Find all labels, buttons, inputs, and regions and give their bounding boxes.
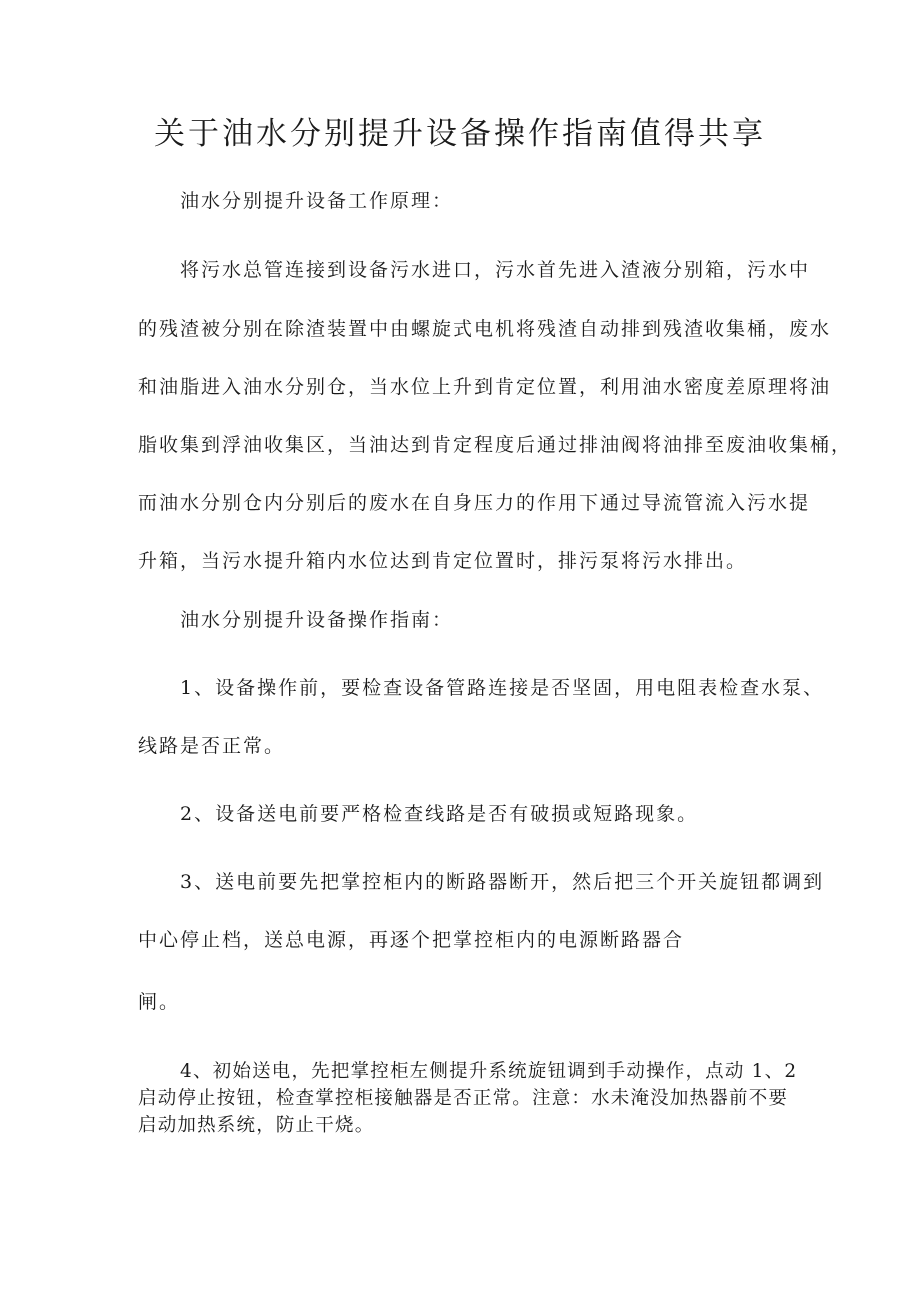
principle-line: 的残渣被分别在除渣装置中由螺旋式电机将残渣自动排到残渣收集桶，废水 (138, 318, 832, 340)
heading-principle: 油水分别提升设备工作原理： (180, 190, 454, 212)
principle-line: 和油脂进入油水分别仓，当水位上升到肯定位置，利用油水密度差原理将油 (138, 376, 832, 398)
step-3-line: 中心停止档，送总电源，再逐个把掌控柜内的电源断路器合 (138, 929, 685, 951)
step-1-line: 线路是否正常。 (138, 735, 286, 757)
step-1-line: 1、设备操作前，要检查设备管路连接是否坚固，用电阻表检查水泵、 (180, 677, 825, 699)
heading-guide: 油水分别提升设备操作指南： (180, 609, 454, 631)
step-4-line: 启动停止按钮，检查掌控柜接触器是否正常。注意：水未淹没加热器前不要 (138, 1088, 789, 1109)
document-title: 关于油水分别提升设备操作指南值得共享 (154, 116, 766, 152)
step-4-line: 4、初始送电，先把掌控柜左侧提升系统旋钮调到手动操作，点动 1、2 (180, 1061, 798, 1082)
step-2-line: 2、设备送电前要严格检查线路是否有破损或短路现象。 (180, 803, 699, 825)
principle-line: 将污水总管连接到设备污水进口，污水首先进入渣液分别箱，污水中 (180, 259, 811, 281)
step-3-line: 3、送电前要先把掌控柜内的断路器断开，然后把三个开关旋钮都调到 (180, 871, 825, 893)
step-4-line: 启动加热系统，防止干烧。 (138, 1115, 375, 1136)
principle-line: 升箱，当污水提升箱内水位达到肯定位置时，排污泵将污水排出。 (138, 550, 748, 572)
principle-line: 脂收集到浮油收集区，当油达到肯定程度后通过排油阀将油排至废油收集桶， (138, 434, 853, 456)
step-3-line: 闸。 (138, 991, 181, 1013)
principle-line: 而油水分别仓内分别后的废水在自身压力的作用下通过导流管流入污水提 (138, 492, 811, 514)
